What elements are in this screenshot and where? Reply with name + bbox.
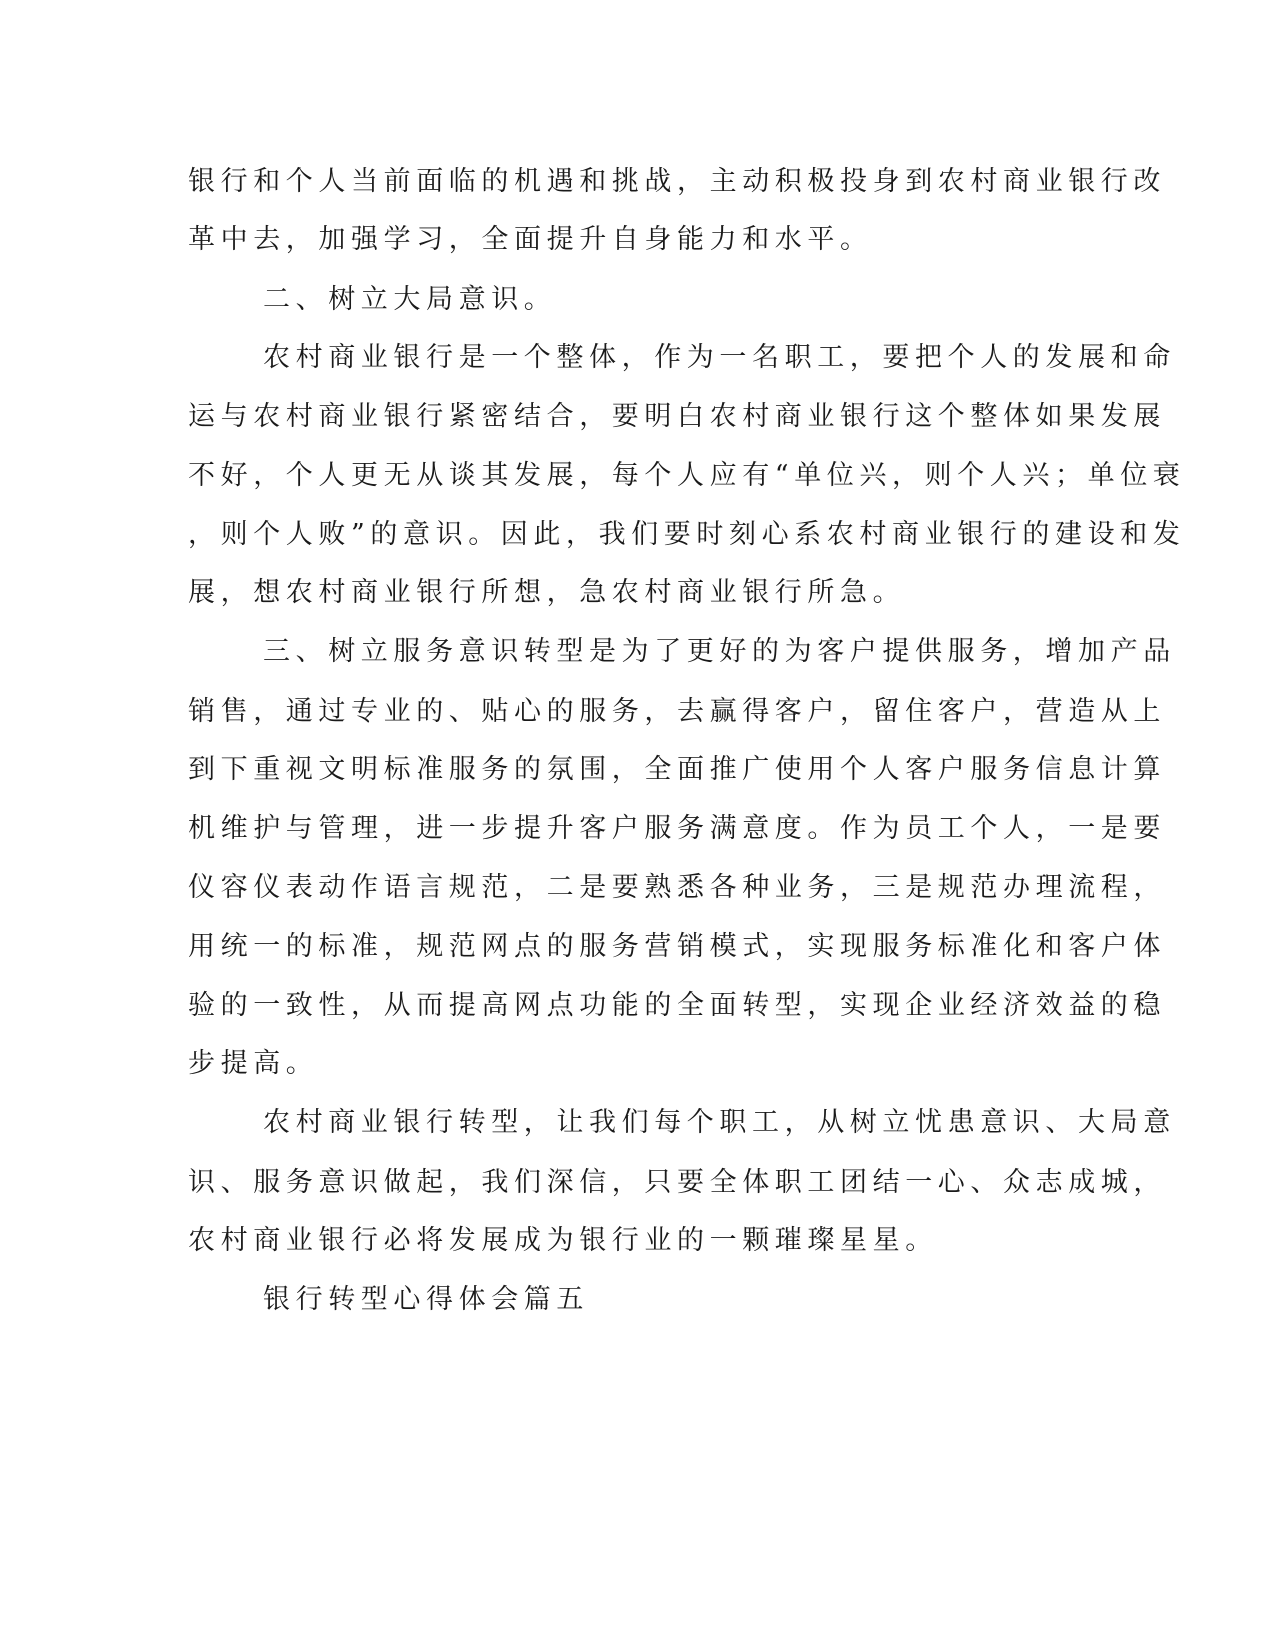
paragraph-line: 仪容仪表动作语言规范，二是要熟悉各种业务，三是规范办理流程， xyxy=(188,872,1166,903)
paragraph-line: 农村商业银行是一个整体，作为一名职工，要把个人的发展和命 xyxy=(263,342,1176,373)
paragraph-line: 验的一致性，从而提高网点功能的全面转型，实现企业经济效益的稳 xyxy=(188,990,1166,1021)
paragraph-line: 农村商业银行必将发展成为银行业的一颗璀璨星星。 xyxy=(188,1225,938,1256)
paragraph-line: 三、树立服务意识转型是为了更好的为客户提供服务，增加产品 xyxy=(263,636,1176,667)
section-heading: 二、树立大局意识。 xyxy=(263,284,557,315)
paragraph-line: 革中去，加强学习，全面提升自身能力和水平。 xyxy=(188,224,873,255)
paragraph-line: 销售，通过专业的、贴心的服务，去赢得客户，留住客户，营造从上 xyxy=(188,696,1166,727)
paragraph-line: ，则个人败”的意识。因此，我们要时刻心系农村商业银行的建设和发 xyxy=(188,519,1186,550)
paragraph-line: 机维护与管理，进一步提升客户服务满意度。作为员工个人，一是要 xyxy=(188,813,1166,844)
paragraph-line: 展，想农村商业银行所想，急农村商业银行所急。 xyxy=(188,577,906,608)
paragraph-line: 识、服务意识做起，我们深信，只要全体职工团结一心、众志成城， xyxy=(188,1167,1166,1198)
section-heading: 银行转型心得体会篇五 xyxy=(263,1284,589,1315)
paragraph-line: 不好，个人更无从谈其发展，每个人应有“单位兴，则个人兴；单位衰 xyxy=(188,460,1186,491)
paragraph-line: 农村商业银行转型，让我们每个职工，从树立忧患意识、大局意 xyxy=(263,1107,1176,1138)
paragraph-line: 银行和个人当前面临的机遇和挑战，主动积极投身到农村商业银行改 xyxy=(188,166,1166,197)
paragraph-line: 到下重视文明标准服务的氛围，全面推广使用个人客户服务信息计算 xyxy=(188,754,1166,785)
paragraph-line: 用统一的标准，规范网点的服务营销模式，实现服务标准化和客户体 xyxy=(188,931,1166,962)
paragraph-line: 步提高。 xyxy=(188,1048,319,1079)
paragraph-line: 运与农村商业银行紧密结合，要明白农村商业银行这个整体如果发展 xyxy=(188,401,1166,432)
